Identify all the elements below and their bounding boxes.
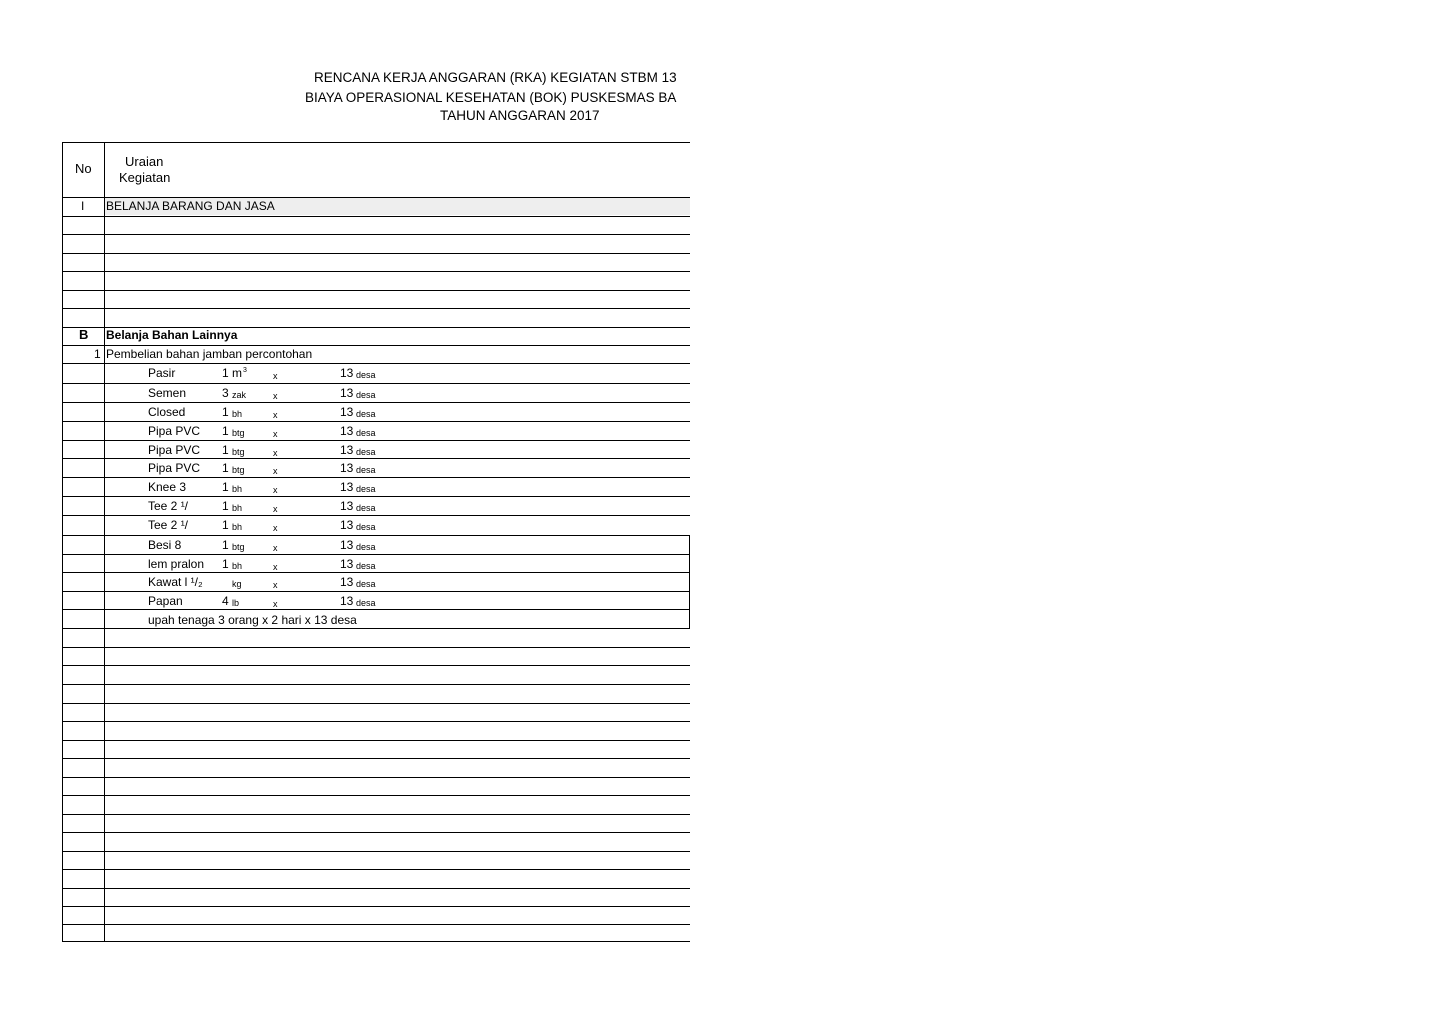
village-count: 13 bbox=[340, 594, 354, 608]
material-unit: btg bbox=[232, 428, 245, 438]
header-title-line3: TAHUN ANGGARAN 2017 bbox=[440, 108, 600, 123]
grid-row-line bbox=[62, 721, 690, 722]
item-label: Pembelian bahan jamban percontohan bbox=[106, 347, 313, 361]
material-unit: btg bbox=[232, 447, 245, 457]
material-qty: 3 bbox=[222, 386, 229, 400]
material-qty: 1 bbox=[222, 499, 229, 513]
grid-row-line bbox=[62, 941, 690, 942]
material-unit: m bbox=[232, 366, 242, 380]
multiply-sign: x bbox=[273, 429, 278, 439]
village-unit: desa bbox=[356, 561, 376, 571]
column-header-kegiatan: Kegiatan bbox=[119, 170, 171, 185]
grid-row-line bbox=[62, 271, 690, 272]
material-unit: bh bbox=[232, 484, 243, 494]
multiply-sign: x bbox=[273, 580, 278, 590]
grid-row-line bbox=[62, 363, 690, 364]
grid-row-line bbox=[62, 216, 690, 217]
material-qty: 1 bbox=[222, 443, 229, 457]
material-unit: kg bbox=[232, 579, 242, 589]
village-unit: desa bbox=[356, 465, 376, 475]
grid-row-line bbox=[62, 421, 690, 422]
material-qty: 1 bbox=[222, 366, 229, 380]
grid-row-line bbox=[62, 554, 690, 555]
material-qty: 1 bbox=[222, 480, 229, 494]
material-qty: 1 bbox=[222, 405, 229, 419]
multiply-sign: x bbox=[273, 391, 278, 401]
grid-row-line bbox=[62, 832, 690, 833]
grid-row-line bbox=[62, 383, 690, 384]
village-unit: desa bbox=[356, 428, 376, 438]
material-name: Besi 8 bbox=[148, 538, 182, 552]
grid-row-line bbox=[62, 777, 690, 778]
grid-row-line bbox=[62, 477, 690, 478]
material-qty: 1 bbox=[222, 538, 229, 552]
labor-row: upah tenaga 3 orang x 2 hari x 13 desa bbox=[148, 613, 357, 627]
material-unit: lb bbox=[232, 598, 240, 608]
village-unit: desa bbox=[356, 503, 376, 513]
material-unit: bh bbox=[232, 503, 243, 513]
grid-row-line bbox=[62, 327, 690, 328]
village-unit: desa bbox=[356, 579, 376, 589]
material-name: Pipa PVC bbox=[148, 424, 201, 438]
village-count: 13 bbox=[340, 480, 354, 494]
material-name: Tee 2 ¹/ bbox=[148, 518, 189, 532]
village-count: 13 bbox=[340, 575, 354, 589]
village-count: 13 bbox=[340, 538, 354, 552]
multiply-sign: x bbox=[273, 448, 278, 458]
material-unit: btg bbox=[232, 465, 245, 475]
grid-row-line bbox=[62, 628, 690, 629]
header-title-line2: BIAYA OPERASIONAL KESEHATAN (BOK) PUSKESMAS BA bbox=[305, 90, 677, 105]
section-label: BELANJA BARANG DAN JASA bbox=[106, 199, 275, 213]
grid-row-line bbox=[62, 402, 690, 403]
material-unit: bh bbox=[232, 409, 243, 419]
grid-column-line bbox=[689, 535, 690, 629]
village-unit: desa bbox=[356, 409, 376, 419]
multiply-sign: x bbox=[273, 410, 278, 420]
material-name: Papan bbox=[148, 594, 183, 608]
village-count: 13 bbox=[340, 386, 354, 400]
section-number: I bbox=[81, 199, 85, 213]
material-qty: 4 bbox=[222, 594, 229, 608]
column-header-uraian: Uraian bbox=[125, 154, 164, 169]
grid-row-line bbox=[62, 290, 690, 291]
village-count: 13 bbox=[340, 443, 354, 457]
grid-row-line bbox=[62, 496, 690, 497]
village-count: 13 bbox=[340, 405, 354, 419]
material-name: Tee 2 ¹/ bbox=[148, 499, 189, 513]
village-count: 13 bbox=[340, 461, 354, 475]
grid-row-line bbox=[62, 591, 690, 592]
grid-row-line bbox=[62, 234, 690, 235]
material-name: Closed bbox=[148, 405, 186, 419]
material-name: Pipa PVC bbox=[148, 443, 201, 457]
grid-row-line bbox=[62, 758, 690, 759]
grid-row-line bbox=[62, 345, 690, 346]
village-count: 13 bbox=[340, 424, 354, 438]
multiply-sign: x bbox=[273, 523, 278, 533]
multiply-sign: x bbox=[273, 371, 278, 381]
grid-row-line bbox=[62, 647, 690, 648]
village-count: 13 bbox=[340, 499, 354, 513]
material-qty: 1 bbox=[222, 518, 229, 532]
grid-row-line bbox=[62, 535, 690, 536]
material-name: Semen bbox=[148, 386, 187, 400]
material-unit: zak bbox=[232, 390, 247, 400]
grid-row-line bbox=[62, 703, 690, 704]
item-number: 1 bbox=[94, 347, 101, 361]
budget-table bbox=[62, 142, 690, 942]
grid-row-line bbox=[62, 906, 690, 907]
header-title-line1: RENCANA KERJA ANGGARAN (RKA) KEGIATAN STBM 13 bbox=[314, 70, 677, 85]
material-name: lem pralon bbox=[148, 557, 205, 571]
village-unit: desa bbox=[356, 484, 376, 494]
grid-row-line bbox=[62, 665, 690, 666]
grid-row-line bbox=[62, 740, 690, 741]
grid-column-line bbox=[62, 142, 63, 941]
grid-row-line bbox=[62, 609, 690, 610]
multiply-sign: x bbox=[273, 562, 278, 572]
village-unit: desa bbox=[356, 542, 376, 552]
material-name: Kawat l ¹/₂ bbox=[148, 575, 203, 589]
grid-row-line bbox=[62, 515, 690, 516]
grid-row-line bbox=[62, 814, 690, 815]
grid-row-line bbox=[62, 851, 690, 852]
village-unit: desa bbox=[356, 598, 376, 608]
material-unit: bh bbox=[232, 561, 243, 571]
material-name: Pasir bbox=[148, 366, 176, 380]
grid-row-line bbox=[62, 308, 690, 309]
village-count: 13 bbox=[340, 557, 354, 571]
multiply-sign: x bbox=[273, 599, 278, 609]
village-count: 13 bbox=[340, 518, 354, 532]
grid-row-line bbox=[62, 869, 690, 870]
subsection-label: Belanja Bahan Lainnya bbox=[106, 328, 238, 342]
grid-row-line bbox=[62, 253, 690, 254]
grid-column-line bbox=[104, 142, 105, 941]
grid-row-line bbox=[62, 795, 690, 796]
material-name: Knee 3 bbox=[148, 480, 187, 494]
material-unit-superscript: 3 bbox=[243, 367, 247, 374]
grid-row-line bbox=[62, 440, 690, 441]
multiply-sign: x bbox=[273, 466, 278, 476]
material-qty: 1 bbox=[222, 557, 229, 571]
material-qty: 1 bbox=[222, 424, 229, 438]
material-qty: 1 bbox=[222, 461, 229, 475]
grid-row-line bbox=[62, 572, 690, 573]
multiply-sign: x bbox=[273, 485, 278, 495]
material-unit: bh bbox=[232, 522, 243, 532]
grid-row-line bbox=[62, 458, 690, 459]
multiply-sign: x bbox=[273, 543, 278, 553]
grid-row-line bbox=[62, 888, 690, 889]
grid-row-line bbox=[62, 684, 690, 685]
village-unit: desa bbox=[356, 447, 376, 457]
material-unit: btg bbox=[232, 542, 245, 552]
village-count: 13 bbox=[340, 366, 354, 380]
subsection-number: B bbox=[79, 327, 89, 342]
village-unit: desa bbox=[356, 390, 376, 400]
village-unit: desa bbox=[356, 522, 376, 532]
grid-row-line bbox=[62, 197, 690, 198]
grid-row-line bbox=[62, 142, 690, 143]
village-unit: desa bbox=[356, 370, 376, 380]
multiply-sign: x bbox=[273, 504, 278, 514]
material-name: Pipa PVC bbox=[148, 461, 201, 475]
column-header-no: No bbox=[75, 161, 92, 176]
grid-row-line bbox=[62, 924, 690, 925]
